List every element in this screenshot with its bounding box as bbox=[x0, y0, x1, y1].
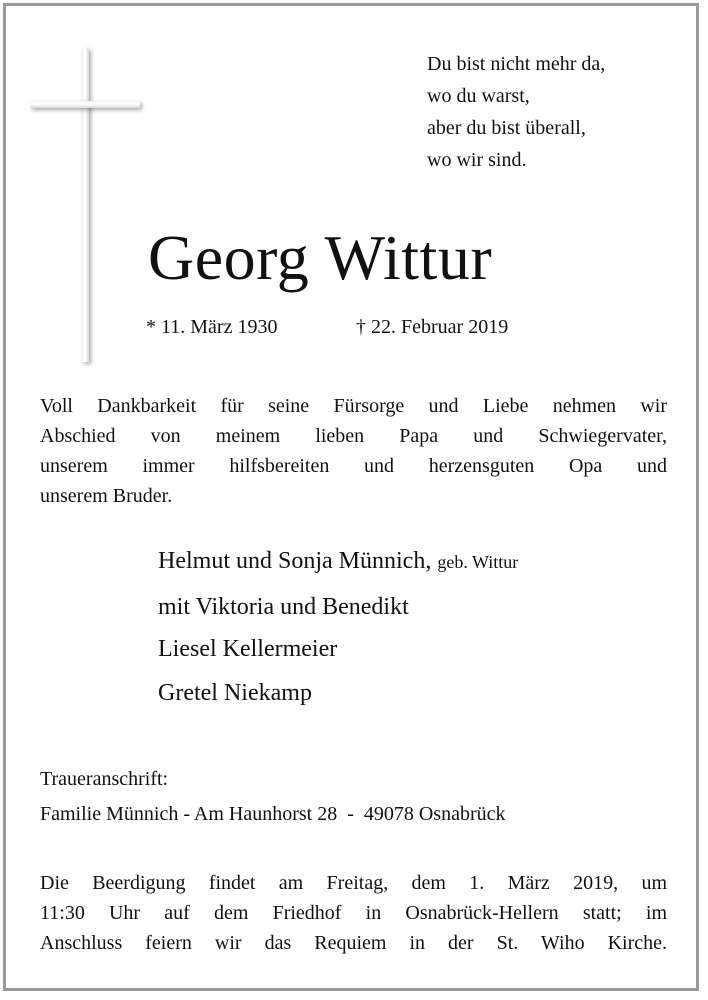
family-line: mit Viktoria und Benedikt bbox=[158, 594, 409, 620]
maiden-name-note: geb. Wittur bbox=[437, 552, 519, 572]
funeral-line: Anschluss feiern wir das Requiem in der St. Wiho Kirche. bbox=[40, 932, 667, 954]
family-line: Gretel Niekamp bbox=[158, 680, 312, 706]
funeral-line: Die Beerdigung findet am Freitag, dem 1. März 2019, um bbox=[40, 872, 667, 894]
funeral-paragraph bbox=[40, 868, 667, 958]
deceased-name: Georg Wittur bbox=[148, 222, 493, 293]
poem-line: aber du bist überall, bbox=[427, 117, 586, 139]
cross-icon-bar bbox=[30, 101, 140, 108]
intro-line: Abschied von meinem lieben Papa und Schwiegervater, bbox=[40, 425, 667, 447]
intro-line: Voll Dankbarkeit für seine Fürsorge und Liebe nehmen wir bbox=[40, 395, 667, 417]
poem-line: wo wir sind. bbox=[427, 149, 527, 171]
death-date: † 22. Februar 2019 bbox=[356, 316, 509, 338]
birth-date: * 11. März 1930 bbox=[146, 316, 278, 338]
poem-line: Du bist nicht mehr da, bbox=[427, 53, 606, 75]
family-name: Helmut und Sonja Münnich, bbox=[158, 548, 432, 574]
cross-icon bbox=[82, 48, 89, 362]
intro-line: unserem immer hilfsbereiten und herzensguten Opa und bbox=[40, 455, 667, 477]
intro-paragraph bbox=[40, 391, 667, 511]
funeral-line: 11:30 Uhr auf dem Friedhof in Osnabrück-Hellern statt; im bbox=[40, 902, 667, 924]
family-line: Liesel Kellermeier bbox=[158, 636, 338, 662]
address-value: Familie Münnich - Am Haunhorst 28 - 49078 Osnabrück bbox=[40, 803, 506, 825]
family-line bbox=[158, 544, 518, 579]
address-label: Traueranschrift: bbox=[40, 768, 169, 790]
poem-line: wo du warst, bbox=[427, 85, 530, 107]
poem bbox=[427, 48, 687, 176]
intro-line: unserem Bruder. bbox=[40, 485, 173, 507]
